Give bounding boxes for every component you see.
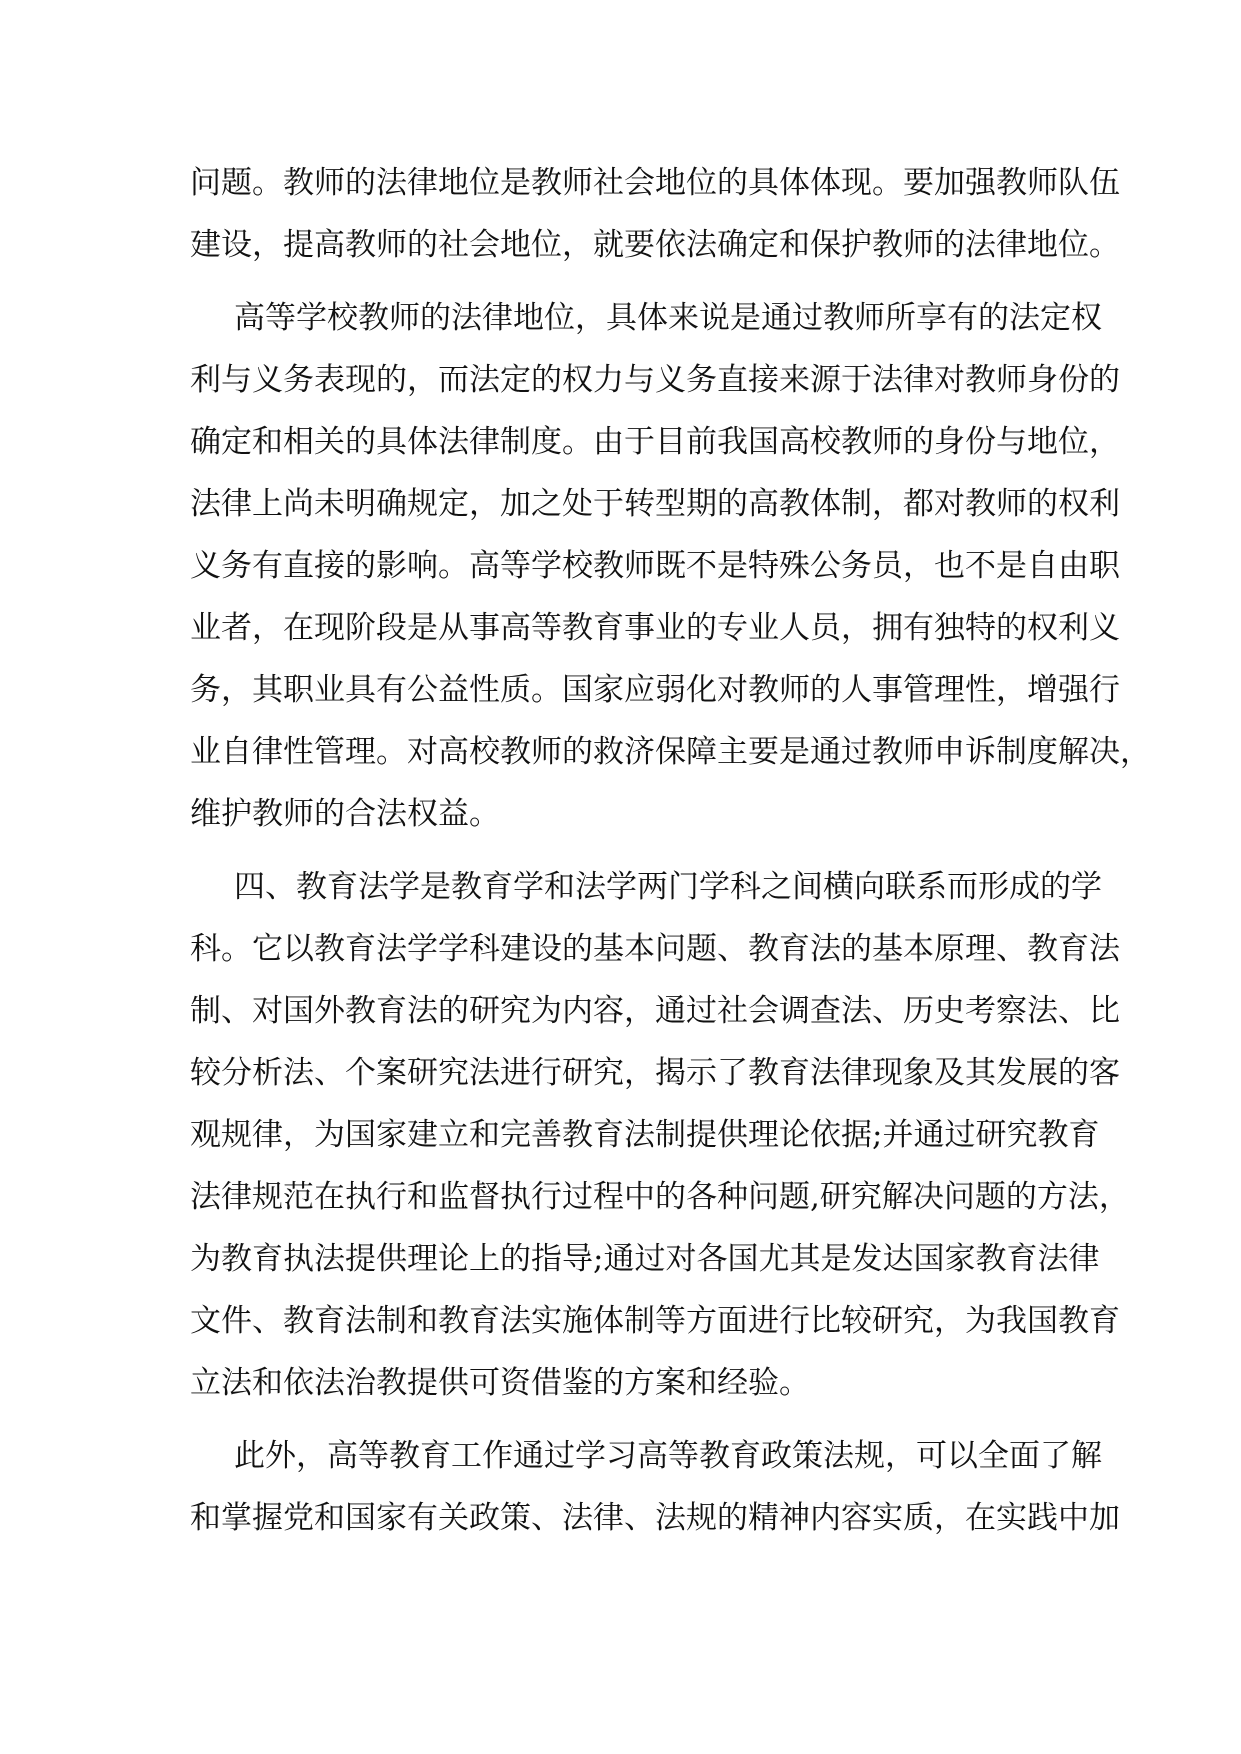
text-line: 维护教师的合法权益。 xyxy=(190,796,500,832)
text-line: 文件、教育法制和教育法实施体制等方面进行比较研究，为我国教育 xyxy=(190,1303,1120,1339)
text-line: 立法和依法治教提供可资借鉴的方案和经验。 xyxy=(190,1365,810,1401)
text-line: 建设，提高教师的社会地位，就要依法确定和保护教师的法律地位。 xyxy=(190,227,1120,263)
text-line: 较分析法、个案研究法进行研究，揭示了教育法律现象及其发展的客 xyxy=(190,1055,1120,1091)
body-text xyxy=(190,152,1151,1549)
text-line: 法律上尚未明确规定，加之处于转型期的高教体制，都对教师的权利 xyxy=(190,486,1120,522)
paragraph xyxy=(190,1425,1120,1549)
text-line: 为教育执法提供理论上的指导;通过对各国尤其是发达国家教育法律 xyxy=(190,1241,1100,1277)
text-line: 观规律，为国家建立和完善教育法制提供理论依据;并通过研究教育 xyxy=(190,1117,1100,1153)
paragraph xyxy=(190,152,1120,276)
text-line: 利与义务表现的，而法定的权力与义务直接来源于法律对教师身份的 xyxy=(190,362,1120,398)
text-line: 和掌握党和国家有关政策、法律、法规的精神内容实质，在实践中加 xyxy=(190,1500,1120,1536)
paragraph xyxy=(190,287,1151,845)
text-line: 科。它以教育法学学科建设的基本问题、教育法的基本原理、教育法 xyxy=(190,931,1120,967)
text-line: 确定和相关的具体法律制度。由于目前我国高校教师的身份与地位， xyxy=(190,424,1120,460)
text-line: 业自律性管理。对高校教师的救济保障主要是通过教师申诉制度解决， xyxy=(190,734,1151,770)
text-line: 高等学校教师的法律地位，具体来说是通过教师所享有的法定权 xyxy=(234,300,1102,336)
text-line: 四、教育法学是教育学和法学两门学科之间横向联系而形成的学 xyxy=(234,869,1102,905)
text-line: 制、对国外教育法的研究为内容，通过社会调查法、历史考察法、比 xyxy=(190,993,1120,1029)
text-line: 务，其职业具有公益性质。国家应弱化对教师的人事管理性，增强行 xyxy=(190,672,1120,708)
text-line: 问题。教师的法律地位是教师社会地位的具体体现。要加强教师队伍 xyxy=(190,165,1120,201)
text-line: 此外，高等教育工作通过学习高等教育政策法规，可以全面了解 xyxy=(234,1438,1102,1474)
text-line: 业者，在现阶段是从事高等教育事业的专业人员，拥有独特的权利义 xyxy=(190,610,1120,646)
paragraph xyxy=(190,856,1130,1414)
text-line: 法律规范在执行和监督执行过程中的各种问题,研究解决问题的方法， xyxy=(190,1179,1130,1215)
text-line: 义务有直接的影响。高等学校教师既不是特殊公务员，也不是自由职 xyxy=(190,548,1120,584)
